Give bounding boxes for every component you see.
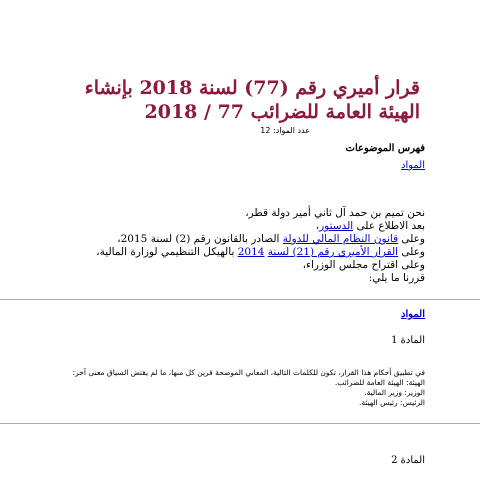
divider: [0, 423, 480, 424]
decision-21-link[interactable]: القرار الأميري رقم (21) لسنة: [267, 246, 399, 258]
year-2014-link[interactable]: 2014: [237, 246, 265, 258]
page-title: قرار أميري رقم (77) لسنة 2018 بإنشاء الهيئة العامة للضرائب 77 / 2018: [84, 77, 420, 123]
preamble-text: الصادر بالقانون رقم (2) لسنة 2015،: [117, 233, 283, 245]
preamble-line-3: [25, 233, 425, 246]
preamble-line-1: نحن تميم بن حمد آل ثاني أمير دولة قطر،: [245, 207, 425, 219]
article-1-body: [5, 368, 425, 408]
preamble-line-4: [25, 246, 425, 259]
preamble-text: بعد الاطلاع على: [353, 220, 425, 232]
preamble-line-6: قررنا ما يلي:: [368, 272, 425, 284]
toc-heading: فهرس الموضوعات: [345, 143, 425, 154]
article-1-line: الهيئة: الهيئة العامة للضرائب.: [334, 378, 425, 387]
articles-count: عدد المواد: 12: [260, 126, 310, 135]
toc-articles-link[interactable]: المواد: [400, 160, 425, 171]
article-1-line: في تطبيق أحكام هذا القرار، تكون للكلمات التالية، المعاني الموضحة قرين كل منها، ما لم يقتض السياق معنى آخر:: [72, 368, 425, 377]
article-1-line: الرئيس: رئيس الهيئة.: [358, 398, 425, 407]
preamble-text: بالهيكل التنظيمي لوزارة المالية،: [96, 246, 238, 258]
article-1-line: الوزير: وزير المالية.: [364, 388, 425, 397]
preamble-text: وعلى: [398, 233, 425, 245]
articles-section-link[interactable]: المواد: [400, 309, 425, 320]
constitution-link[interactable]: الدستور: [319, 220, 354, 232]
preamble: [25, 207, 425, 285]
preamble-text: ،: [315, 220, 320, 232]
divider: [0, 299, 480, 300]
preamble-line-5: وعلى اقتراح مجلس الوزراء،: [302, 259, 425, 271]
preamble-line-2: [25, 220, 425, 233]
preamble-text: وعلى: [398, 246, 425, 258]
article-2-title: المادة 2: [391, 455, 425, 466]
article-1-title: المادة 1: [391, 335, 425, 346]
financial-law-link[interactable]: قانون النظام المالي للدولة: [282, 233, 399, 245]
